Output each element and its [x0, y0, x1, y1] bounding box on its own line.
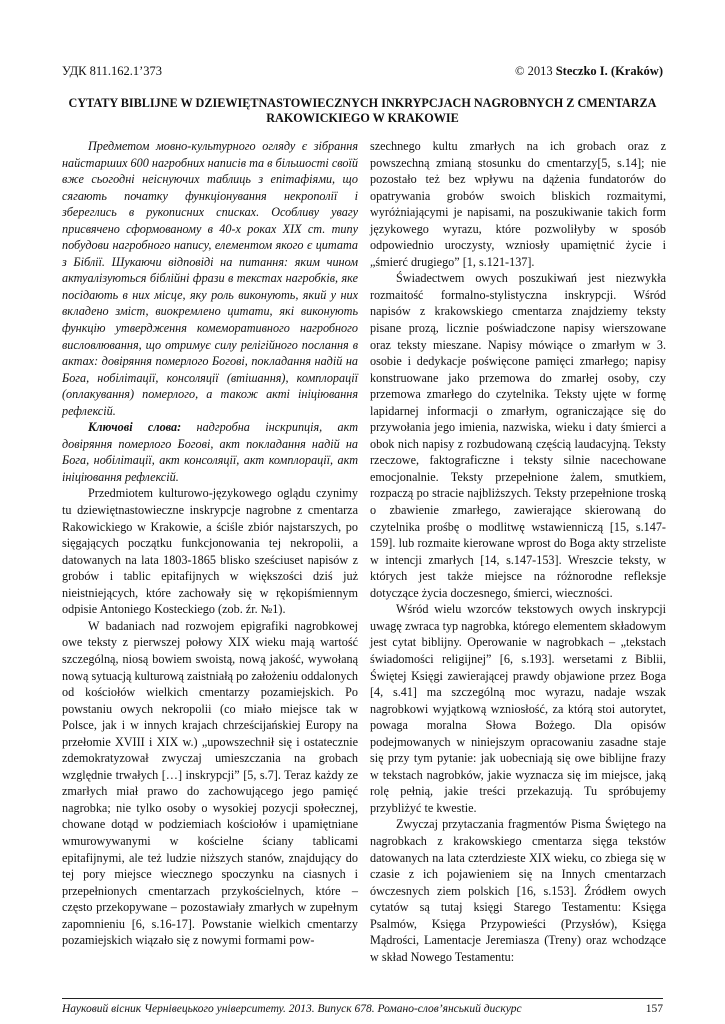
body-paragraph: Zwyczaj przytaczania fragmentów Pisma Świętego na nagrobkach z krakowskiego cmentarza sięga tekstów datowanych na lata czterdzieste XIX wieku, co zbiega się w czasie z ich pojawieniem się na Innych cmentarzach ówczesnych ziem polskich [16, s.153]. Źródłem owych cytatów są tutaj księgi Starego Testamentu: Księga Psalmów, Księga Przypowieści (Przysłów), Księga Mądrości, Lamentacje Jeremiasza (Treny) oraz wchodzące w skład Nowego Testamentu:: [370, 817, 666, 964]
article-title: CYTATY BIBLIJNE W DZIEWIĘTNASTOWIECZNYCH INKRYPCJACH NAGROBNYCH Z CMENTARZA RAKOWICKIEGO W KRAKOWIE: [68, 96, 657, 125]
journal-citation: Науковий вісник Чернівецького університету. 2013. Випуск 678. Романо-слов’янський дискурс: [62, 1003, 522, 1015]
header-line: [62, 64, 663, 79]
abstract: Предметом мовно-культурного огляду є зібрання найстарших 600 нагробних написів та в більшості своїй вже сьогодні неіснуючих таблиць з епітафіями, що сягають початку функціонування некрополії і збереглись в рукописних списках. Особливу увагу присвячено сформованому в 40-х роках XIX ст. типу побудови нагробного напису, елементом якого є цитата з Біблії. Шукаючи відповіді на питання: яким чином актуалізуються біблійні фрази в текстах нагробків, яке посідають в них місце, яку роль виконують, який у них вкладено зміст, виокремлено цитати, які виконують функцію утвердження комеморативного нагробного висловлювання, що отримує силу релігійного послання в актах: довіряння померлого Богові, покладання надій на Бога, нобілітації, консоляції (втішання), комплорації (оплакування) померлого, а також акті ініціювання рефлексій.: [62, 139, 358, 418]
body-paragraph: Świadectwem owych poszukiwań jest niezwykła rozmaitość formalno-stylistyczna inskrypcji. Wśród napisów z krakowskiego cmentarza znajdziemy teksty pisane prozą, licznie poświadczone napisy wierszowane oraz teksty mieszane. Napisy mówiące o zmarłym w 3. osobie i dedykacje poświęcone pamięci zmarłego; napisy konstruowane jako przemowa do zmarłej osoby, czy przemowa zmarłego do czytelnika. Teksty ujęte w formę lapidarnej informacji o zmarłym, ograniczające się do przywołania jego imienia, nazwiska, wieku i daty śmierci a obok nich napisy z rozbudowaną częścią laudacyjną. Teksty rzeczowe, faktograficzne i teksty silnie nacechowane emocjonalnie. Teksty przepełnione żalem, smutkiem, rozpaczą po stracie najbliższych. Teksty przepełnione troską o zbawienie zmarłego, zawierające skierowaną do czytelnika prośbę o modlitwę wstawienniczą [15, s.147-159]. lub rozmaite kierowane wprost do Boga akty strzeliste w intencji zmarłych [14, s.147-153]. Wreszcie teksty, w których jest także miejsce na różnorodne refleksje dotyczące życia doczesnego, śmierci, wieczności.: [370, 271, 666, 600]
footer-divider: [62, 998, 663, 999]
page-number: 157: [645, 1003, 663, 1015]
copyright-line: [515, 64, 663, 79]
body-paragraph: Wśród wielu wzorców tekstowych owych inskrypcji uwagę zwraca typ nagrobka, którego elementem składowym jest cytat biblijny. Operowanie w nagrobkach – „tekstach świadomości religijnej” [6, s.193]. wersetami z Biblii, Świętej Księgi zawierającej prawdy objawione przez Boga [4, s.41] ma szczególną moc wyrazu, nadaje wszak nagrobkowi wyjątkową wzniosłość, za którą stoi autorytet, powaga moralna Słowa Bożego. Dla opisów podejmowanych w niniejszym opracowaniu zasadne staje się przy tym pytanie: jak uobecniają się owe biblijne frazy w tekstach nagrobków, jakie wyznacza się im miejsce, jaką rolę pełnią, jakie treści przekazują. Tu spróbujemy przybliżyć te kwestie.: [370, 602, 666, 815]
udk-code: УДК 811.162.1’373: [62, 64, 163, 78]
right-column: [370, 138, 666, 965]
keywords-text: надгробна інскрипція, акт довіряння померлого Богові, акт покладання надій на Бога, нобілітації, акт консоляції, акт комплорації, акт ініціювання рефлексій.: [62, 420, 358, 484]
keywords: [62, 419, 358, 485]
left-column: [62, 138, 358, 949]
author-name: Steczko I. (Kraków): [555, 64, 663, 78]
copyright-text: © 2013: [514, 64, 556, 78]
body-paragraph: szechnego kultu zmarłych na ich grobach oraz z powszechną zmianą stosunku do cmentarzy[5, s.14]; nie pozostało też bez wpływu na dążenia fundatorów do opatrywania grobów swoich bliskich rozmaitymi, wyróżniającymi je napisami, na poszukiwanie takich form językowego wyrazu, które pozwoliłyby w sposób odpowiednio uroczysty, wzniosły upamiętnić życie i „śmierć drugiego” [1, s.121-137].: [370, 139, 666, 269]
body-paragraph: W badaniach nad rozwojem epigrafiki nagrobkowej owe teksty z pierwszej połowy XIX wieku mają wartość szczególną, niosą bowiem swoistą, nową jakość, wywołaną nową sytuacją kulturową zaistniałą po założeniu oddalonych od kościołów wielkich cmentarzy pozamiejskich. Po powstaniu owych nekropolii (co miało miejsce tak w Polsce, jak i w innych krajach chrześcijańskiej Europy na przełomie XVIII i XIX w.) „upowszechnił się i ostatecznie zdemokratyzował zwyczaj umieszczania na grobach względnie trwałych […] inskrypcji” [5, s.7]. Teraz każdy ze zmarłych miał prawo do zachowującego jego pamięć nagrobka; nie tylko osoby o wysokiej pozycji społecznej, chowane dotąd w podziemiach kościołów i upamiętniane wmurowywanymi w kościelne ściany tablicami epitafijnymi, ale też ludzie niższych stanów, znajdujący do tej pory miejsce wiecznego spoczynku na ciasnych i przepełnionych cmentarzach przykościelnych, które – często przekopywane – pozostawiały zmarłych w zupełnym zapomnieniu [6, s.16-17]. Powstanie wielkich cmentarzy pozamiejskich wiązało się z nowymi formami pow-: [62, 618, 358, 948]
keywords-label: Ключові слова:: [88, 420, 182, 435]
body-paragraph: Przedmiotem kulturowo-językowego oglądu czynimy tu dziewiętnastowieczne inskrypcje nagrobne z cmentarza Rakowickiego w Krakowie, a ściśle zbiór najstarszych, po sięgających początku funkcjonowania tej nekropolii, a datowanych na lata 1803-1865 blisko sześciuset napisów z grobów i tablic epitafijnych w większości dziś już nieistniejących, które zachowały się w rękopiśmiennym odpisie Antoniego Kosteckiego (zob. źr. №1).: [62, 486, 358, 617]
page-footer: [62, 1003, 663, 1015]
